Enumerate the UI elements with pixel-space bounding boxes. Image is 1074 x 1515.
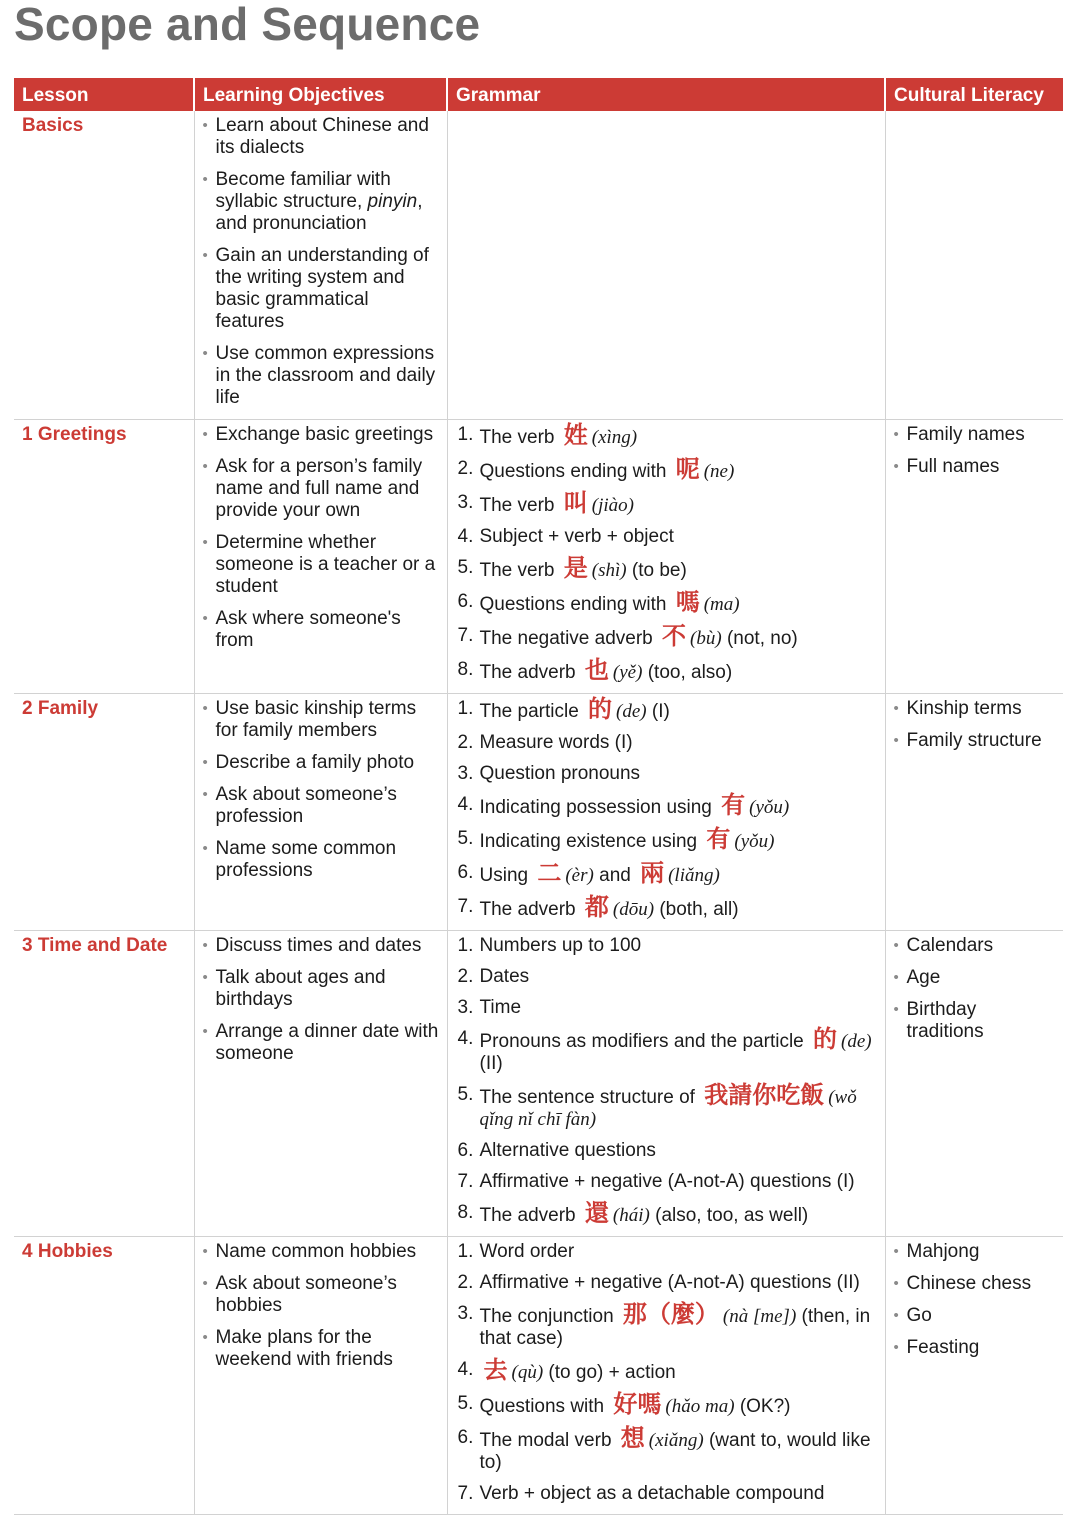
pinyin-text: (dōu) <box>612 899 655 920</box>
item-number: 2. <box>457 458 474 479</box>
table-row <box>14 694 1063 931</box>
grammar-item: 3. The conjunction 那（麼） (nà [me]) (then, in that case) <box>457 1299 871 1349</box>
objective-item: • Determine whether someone is a teacher or a student <box>203 532 439 598</box>
item-number: 8. <box>457 659 474 680</box>
culture-list <box>894 1241 1056 1359</box>
table-body <box>14 111 1063 1515</box>
culture-item: • Mahjong <box>894 1241 1056 1263</box>
chinese-characters: 叫 <box>563 488 588 517</box>
grammar-item: 6. Using 二 (èr) and 兩 (liǎng) <box>457 858 720 887</box>
grammar-item: 5. Indicating existence using 有 (yǒu) <box>457 824 775 853</box>
culture-item: • Kinship terms <box>894 698 1056 720</box>
culture-list <box>894 424 1056 478</box>
objective-item: • Arrange a dinner date with someone <box>203 1021 439 1065</box>
culture-item: • Age <box>894 967 1056 989</box>
pinyin-text: (bù) <box>690 628 722 649</box>
item-number: 8. <box>457 1202 474 1223</box>
header-row <box>14 78 1063 111</box>
pinyin-text: (wǒ qǐng nǐ chī fàn) <box>479 1087 857 1130</box>
chinese-characters: 的 <box>813 1024 838 1053</box>
grammar-list <box>457 420 877 684</box>
chinese-characters: 是 <box>563 553 588 582</box>
item-number: 3. <box>457 1303 474 1324</box>
item-number: 6. <box>457 591 474 612</box>
objective-item: • Talk about ages and birthdays <box>203 967 439 1011</box>
grammar-item: 5. The verb 是 (shì) (to be) <box>457 553 687 582</box>
item-number: 3. <box>457 492 474 513</box>
table-row <box>14 1237 1063 1515</box>
item-number: 5. <box>457 1393 474 1414</box>
culture-item: • Calendars <box>894 935 1056 957</box>
chinese-characters: 我請你吃飯 <box>704 1080 825 1109</box>
chinese-characters: 也 <box>584 655 609 684</box>
page-title: Scope and Sequence <box>14 0 481 50</box>
grammar-item: 5. Questions with 好嗎 (hǎo ma) (OK?) <box>457 1389 791 1418</box>
chinese-characters: 還 <box>584 1198 609 1227</box>
culture-list <box>894 935 1056 1043</box>
pinyin-text: (liǎng) <box>668 865 720 886</box>
pinyin-text: (xìng) <box>591 427 638 448</box>
item-number: 2. <box>457 732 474 753</box>
item-number: 5. <box>457 828 474 849</box>
header-objectives: Learning Objectives <box>194 78 447 111</box>
objective-item: • Use basic kinship terms for family members <box>203 698 439 742</box>
header-grammar: Grammar <box>447 78 885 111</box>
objective-item: • Exchange basic greetings <box>203 424 439 446</box>
grammar-item: 4. Indicating possession using 有 (yǒu) <box>457 790 790 819</box>
grammar-item: 7. Verb + object as a detachable compound <box>457 1483 825 1504</box>
item-number: 7. <box>457 1171 474 1192</box>
grammar-item: 7. The negative adverb 不 (bù) (not, no) <box>457 621 798 650</box>
grammar-item: 3. Time <box>457 997 522 1018</box>
grammar-item: 2. Dates <box>457 966 530 987</box>
pinyin-text: (yě) <box>612 662 643 683</box>
culture-cell <box>885 694 1063 931</box>
grammar-item: 6. The modal verb 想 (xiǎng) (want to, would like to) <box>457 1423 871 1473</box>
grammar-item: 2. Affirmative + negative (A-not-A) questions (II) <box>457 1272 860 1293</box>
culture-item: • Chinese chess <box>894 1273 1056 1295</box>
grammar-item: 1. Numbers up to 100 <box>457 935 642 956</box>
item-number: 5. <box>457 557 474 578</box>
culture-item: • Feasting <box>894 1337 1056 1359</box>
pinyin-text: (ma) <box>703 594 740 615</box>
lesson-cell: 2 Family <box>14 694 194 931</box>
culture-item: • Full names <box>894 456 1056 478</box>
chinese-characters: 那（麼） <box>622 1299 719 1328</box>
chinese-characters: 嗎 <box>675 587 700 616</box>
chinese-characters: 二 <box>537 858 562 887</box>
grammar-item: 3. Question pronouns <box>457 763 641 784</box>
grammar-item: 1. Word order <box>457 1241 575 1262</box>
item-number: 1. <box>457 1241 474 1262</box>
item-number: 6. <box>457 862 474 883</box>
objective-item: • Discuss times and dates <box>203 935 439 957</box>
pinyin-text: (hǎo ma) <box>665 1396 735 1417</box>
pinyin-text: (xiǎng) <box>648 1430 704 1451</box>
grammar-item: 3. The verb 叫 (jiào) <box>457 488 634 517</box>
objectives-list <box>203 698 439 882</box>
objective-item: • Name some common professions <box>203 838 439 882</box>
objectives-cell <box>194 931 447 1237</box>
lesson-cell: 4 Hobbies <box>14 1237 194 1515</box>
item-number: 5. <box>457 1084 474 1105</box>
grammar-item: 2. Measure words (I) <box>457 732 633 753</box>
chinese-characters: 想 <box>620 1423 645 1452</box>
pinyin-text: (hái) <box>612 1205 650 1226</box>
item-number: 4. <box>457 1028 474 1049</box>
pinyin-text: (shì) <box>591 560 627 581</box>
item-number: 3. <box>457 763 474 784</box>
grammar-item: 7. Affirmative + negative (A-not-A) questions (I) <box>457 1171 855 1192</box>
grammar-item: 7. The adverb 都 (dōu) (both, all) <box>457 892 739 921</box>
culture-cell <box>885 420 1063 694</box>
item-number: 1. <box>457 935 474 956</box>
culture-item: • Family structure <box>894 730 1056 752</box>
grammar-item: 1. The particle 的 (de) (I) <box>457 694 670 723</box>
table-row <box>14 111 1063 420</box>
grammar-list <box>458 1241 877 1505</box>
scope-table <box>14 78 1063 1515</box>
objectives-cell <box>194 111 447 420</box>
item-number: 4. <box>457 1359 474 1380</box>
pinyin-text: (de) <box>616 701 647 722</box>
grammar-list <box>457 694 877 921</box>
grammar-item: 6. Alternative questions <box>457 1140 656 1161</box>
objective-item: • Gain an understanding of the writing system and basic grammatical features <box>203 245 439 333</box>
objectives-cell <box>194 420 447 694</box>
culture-item: • Birthday traditions <box>894 999 1056 1043</box>
chinese-characters: 都 <box>584 892 609 921</box>
item-number: 4. <box>457 794 474 815</box>
grammar-cell <box>447 1237 885 1515</box>
pinyin-text: (ne) <box>703 461 735 482</box>
pinyin-term: pinyin <box>367 191 418 212</box>
objectives-list <box>203 424 439 652</box>
item-number: 7. <box>457 1483 474 1504</box>
culture-list <box>894 698 1056 752</box>
objectives-list <box>203 1241 439 1371</box>
objectives-list <box>203 935 439 1065</box>
chinese-characters: 呢 <box>675 454 700 483</box>
chinese-characters: 去 <box>483 1355 508 1384</box>
culture-cell <box>885 111 1063 420</box>
item-number: 7. <box>457 625 474 646</box>
grammar-item: 6. Questions ending with 嗎 (ma) <box>457 587 740 616</box>
objective-item: • Learn about Chinese and its dialects <box>203 115 439 159</box>
grammar-cell <box>447 111 885 420</box>
grammar-item: 2. Questions ending with 呢 (ne) <box>457 454 735 483</box>
grammar-cell <box>447 931 885 1237</box>
objective-item: • Ask for a person’s family name and full name and provide your own <box>203 456 439 522</box>
item-number: 2. <box>457 1272 474 1293</box>
header-culture: Cultural Literacy <box>885 78 1063 111</box>
objective-item: • Ask about someone’s hobbies <box>203 1273 439 1317</box>
grammar-list <box>458 935 877 1227</box>
grammar-item: 8. The adverb 也 (yě) (too, also) <box>457 655 733 684</box>
table-row <box>14 931 1063 1237</box>
objective-item: • Become familiar with syllabic structure, pinyin, and pronunciation <box>203 169 439 235</box>
chinese-characters: 好嗎 <box>613 1389 662 1418</box>
table-row <box>14 420 1063 694</box>
grammar-item: 5. The sentence structure of 我請你吃飯 (wǒ qǐng nǐ chī fàn) <box>457 1080 857 1130</box>
culture-item: • Family names <box>894 424 1056 446</box>
pinyin-text: (de) <box>841 1031 872 1052</box>
item-number: 2. <box>457 966 474 987</box>
culture-item: • Go <box>894 1305 1056 1327</box>
item-number: 4. <box>457 526 474 547</box>
pinyin-text: (èr) <box>565 865 594 886</box>
objectives-list <box>203 115 439 409</box>
objectives-cell <box>194 1237 447 1515</box>
objective-item: • Name common hobbies <box>203 1241 439 1263</box>
objective-item: • Make plans for the weekend with friends <box>203 1327 439 1371</box>
header-lesson: Lesson <box>14 78 194 111</box>
chinese-characters: 不 <box>662 621 687 650</box>
culture-cell <box>885 1237 1063 1515</box>
grammar-item: 4. 去 (qù) (to go) + action <box>457 1355 676 1384</box>
grammar-cell <box>447 694 885 931</box>
lesson-cell: Basics <box>14 111 194 420</box>
grammar-cell <box>447 420 885 694</box>
chinese-characters: 有 <box>706 824 731 853</box>
objective-item: • Ask about someone’s profession <box>203 784 439 828</box>
objective-item: • Use common expressions in the classroom and daily life <box>203 343 439 409</box>
grammar-item: 1. The verb 姓 (xìng) <box>457 420 638 449</box>
item-number: 3. <box>457 997 474 1018</box>
pinyin-text: (yǒu) <box>734 831 775 852</box>
pinyin-text: (qù) <box>511 1362 544 1383</box>
chinese-characters: 姓 <box>563 420 588 449</box>
culture-cell <box>885 931 1063 1237</box>
objectives-cell <box>194 694 447 931</box>
pinyin-text: (yǒu) <box>749 797 790 818</box>
item-number: 7. <box>457 896 474 917</box>
grammar-item: 4. Pronouns as modifiers and the particle 的 (de) (II) <box>457 1024 872 1074</box>
pinyin-text: (jiào) <box>591 495 634 516</box>
item-number: 1. <box>457 698 474 719</box>
grammar-item: 4. Subject + verb + object <box>457 526 674 547</box>
grammar-item: 8. The adverb 還 (hái) (also, too, as well) <box>457 1198 809 1227</box>
lesson-cell: 3 Time and Date <box>14 931 194 1237</box>
objective-item: • Describe a family photo <box>203 752 439 774</box>
item-number: 1. <box>457 424 474 445</box>
pinyin-text: (nà [me]) <box>722 1306 797 1327</box>
chinese-characters: 兩 <box>640 858 665 887</box>
objective-item: • Ask where someone's from <box>203 608 439 652</box>
chinese-characters: 的 <box>588 694 613 723</box>
chinese-characters: 有 <box>721 790 746 819</box>
item-number: 6. <box>457 1427 474 1448</box>
lesson-cell: 1 Greetings <box>14 420 194 694</box>
item-number: 6. <box>457 1140 474 1161</box>
